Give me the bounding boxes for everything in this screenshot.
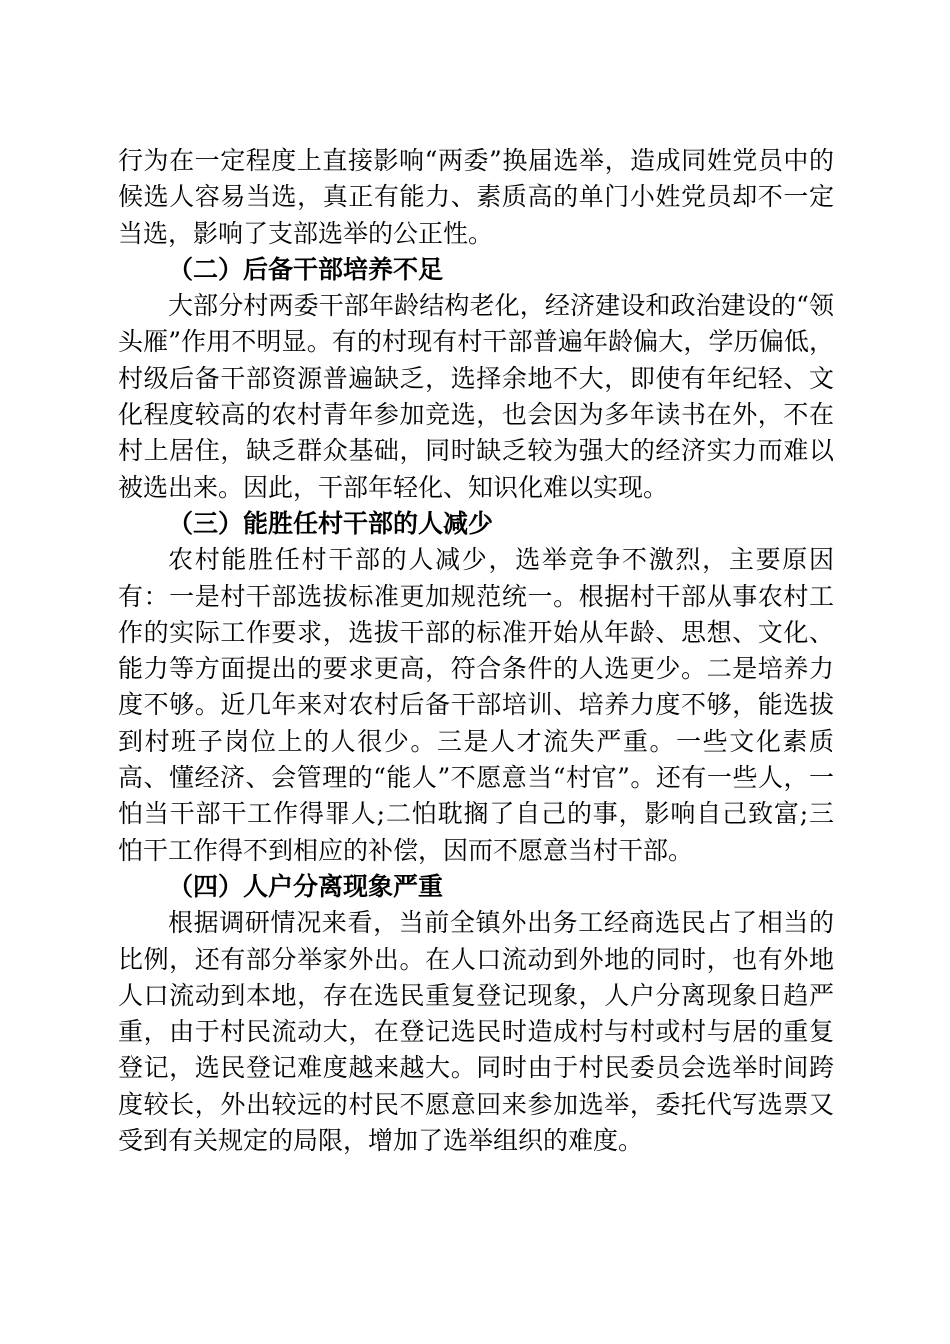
paragraph-section-4: 根据调研情况来看，当前全镇外出务工经商选民占了相当的比例，还有部分举家外出。在人口流动到外地的同时，也有外地人口流动到本地，存在选民重复登记现象，人户分离现象日趋严重，由于村民流动大，在登记选民时造成村与村或村与居的重复登记，选民登记难度越来越大。同时由于村民委员会选举时间跨度较长，外出较远的村民不愿意回来参加选举，委托代写选票又受到有关规定的局限，增加了选举组织的难度。: [118, 908, 834, 1156]
paragraph-section-2: 大部分村两委干部年龄结构老化，经济建设和政治建设的“领头雁”作用不明显。有的村现有村干部普遍年龄偏大，学历偏低，村级后备干部资源普遍缺乏，选择余地不大，即使有年纪轻、文化程度较高的农村青年参加竞选，也会因为多年读书在外，不在村上居住，缺乏群众基础，同时缺乏较为强大的经济实力而难以被选出来。因此，干部年轻化、知识化难以实现。: [118, 291, 834, 502]
section-heading-4: （四）人户分离现象严重: [168, 871, 444, 901]
paragraph-section-3: 农村能胜任村干部的人减少，选举竞争不激烈，主要原因有：一是村干部选拔标准更加规范统一。根据村干部从事农村工作的实际工作要求，选拔干部的标准开始从年龄、思想、文化、能力等方面提出的要求更高，符合条件的人选更少。二是培养力度不够。近几年来对农村后备干部培训、培养力度不够，能选拔到村班子岗位上的人很少。三是人才流失严重。一些文化素质高、懂经济、会管理的“能人”不愿意当“村官”。还有一些人，一怕当干部干工作得罪人;二怕耽搁了自己的事，影响自己致富;三怕干工作得不到相应的补偿，因而不愿意当村干部。: [118, 545, 834, 865]
section-heading-3: （三）能胜任村干部的人减少: [168, 508, 494, 538]
section-heading-2: （二）后备干部培养不足: [168, 254, 444, 284]
document-body: [118, 143, 834, 1159]
paragraph-continuation: 行为在一定程度上直接影响“两委”换届选举，造成同姓党员中的候选人容易当选，真正有能力、素质高的单门小姓党员却不一定当选，影响了支部选举的公正性。: [118, 146, 834, 248]
